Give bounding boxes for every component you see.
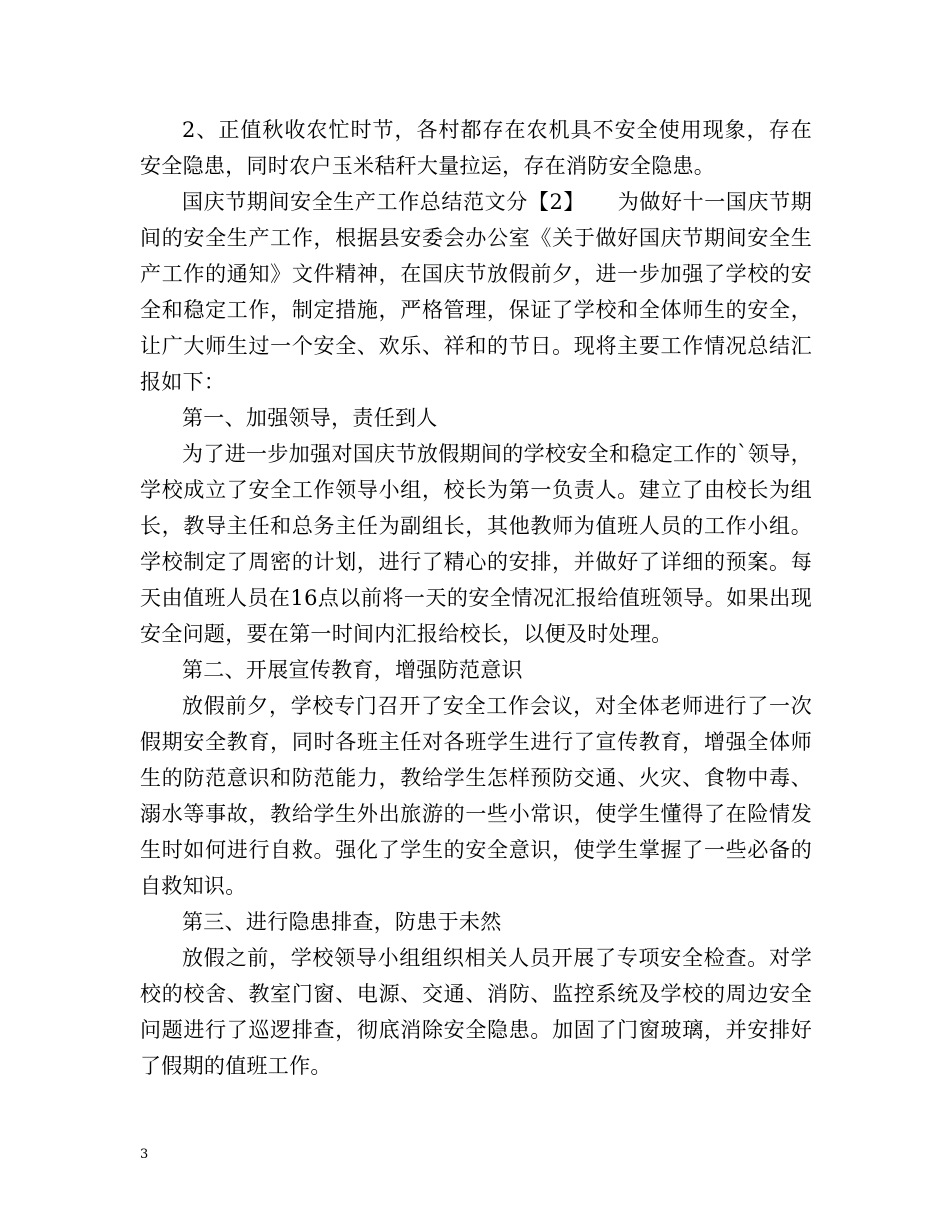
section-heading-inspection: 第三、进行隐患排查，防患于未然 bbox=[182, 910, 502, 934]
document-body bbox=[140, 112, 812, 1084]
paragraph-inspection: 放假之前，学校领导小组组织相关人员开展了专项安全检查。对学校的校舍、教室门窗、电源、交通、消防、监控系统及学校的周边安全问题进行了巡逻排查，彻底消除安全隐患。加固了门窗玻璃，并安排好了假期的值班工作。 bbox=[140, 946, 812, 1078]
page-number: 3 bbox=[140, 1147, 149, 1162]
paragraph-leadership: 为了进一步加强对国庆节放假期间的学校安全和稳定工作的`领导，学校成立了安全工作领导小组，校长为第一负责人。建立了由校长为组长，教导主任和总务主任为副组长，其他教师为值班人员的工作小组。学校制定了周密的计划，进行了精心的安排，并做好了详细的预案。每天由值班人员在16点以前将一天的安全情况汇报给值班领导。如果出现安全问题，要在第一时间内汇报给校长，以便及时处理。 bbox=[140, 442, 812, 646]
paragraph-intro: 国庆节期间安全生产工作总结范文分【2】 为做好十一国庆节期间的安全生产工作，根据县安委会办公室《关于做好国庆节期间安全生产工作的通知》文件精神，在国庆节放假前夕，进一步加强了学校的安全和稳定工作，制定措施，严格管理，保证了学校和全体师生的安全，让广大师生过一个安全、欢乐、祥和的节日。现将主要工作情况总结汇报如下： bbox=[140, 190, 812, 394]
paragraph-education: 放假前夕，学校专门召开了安全工作会议，对全体老师进行了一次假期安全教育，同时各班主任对各班学生进行了宣传教育，增强全体师生的防范意识和防范能力，教给学生怎样预防交通、火灾、食物中毒、溺水等事故，教给学生外出旅游的一些小常识，使学生懂得了在险情发生时如何进行自救。强化了学生的安全意识，使学生掌握了一些必备的自救知识。 bbox=[140, 694, 812, 898]
paragraph-hazards: 2、正值秋收农忙时节，各村都存在农机具不安全使用现象，存在安全隐患，同时农户玉米秸秆大量拉运，存在消防安全隐患。 bbox=[140, 118, 812, 178]
section-heading-leadership: 第一、加强领导，责任到人 bbox=[182, 406, 438, 430]
section-heading-education: 第二、开展宣传教育，增强防范意识 bbox=[182, 658, 523, 682]
